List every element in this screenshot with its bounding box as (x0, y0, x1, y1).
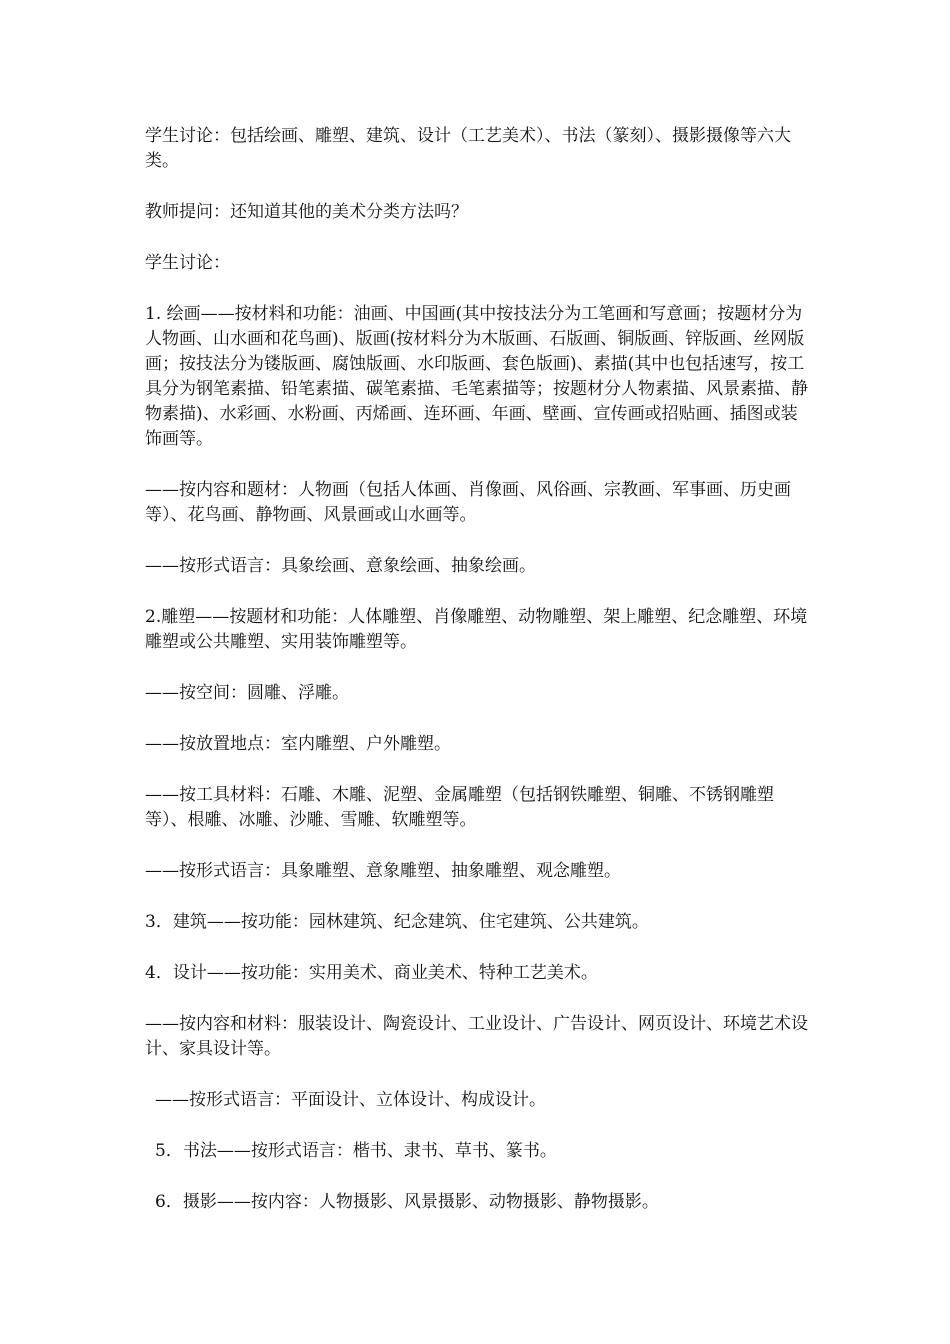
paragraph-teacher-question: 教师提问：还知道其他的美术分类方法吗？ (145, 202, 468, 222)
paragraph-student-discussion-categories: 学生讨论：包括绘画、雕塑、建筑、设计（工艺美术）、书法（篆刻）、摄影摄像等六大类。 (145, 126, 791, 171)
paragraph-painting-materials: 1. 绘画——按材料和功能：油画、中国画(其中按技法分为工笔画和写意画；按题材分为人物画、山水画和花鸟画)、版画(按材料分为木版画、石版画、铜版画、锌版画、丝网版画；按技法分为镂版画、腐蚀版画、水印版画、套色版画)、素描(其中也包括速写，按工具分为钢笔素描、铅笔素描、碳笔素描、毛笔素描等；按题材分人物素描、风景素描、静物素描)、水彩画、水粉画、丙烯画、连环画、年画、壁画、宣传画或招贴画、插图或装饰画等。 (145, 304, 808, 449)
paragraph-design-form: ——按形式语言：平面设计、立体设计、构成设计。 (155, 1090, 546, 1110)
paragraph-sculpture-form: ——按形式语言：具象雕塑、意象雕塑、抽象雕塑、观念雕塑。 (145, 861, 621, 881)
paragraph-sculpture-location: ——按放置地点：室内雕塑、户外雕塑。 (145, 734, 451, 754)
paragraph-calligraphy: 5．书法——按形式语言：楷书、隶书、草书、篆书。 (155, 1141, 557, 1161)
paragraph-sculpture-subject: 2.雕塑——按题材和功能：人体雕塑、肖像雕塑、动物雕塑、架上雕塑、纪念雕塑、环境雕塑或公共雕塑、实用装饰雕塑等。 (145, 607, 808, 652)
paragraph-photography: 6．摄影——按内容：人物摄影、风景摄影、动物摄影、静物摄影。 (155, 1192, 659, 1212)
paragraph-design-content: ——按内容和材料：服装设计、陶瓷设计、工业设计、广告设计、网页设计、环境艺术设计、家具设计等。 (145, 1014, 808, 1059)
document-body (145, 124, 813, 1241)
paragraph-student-discussion-label: 学生讨论： (145, 253, 230, 273)
paragraph-painting-form: ——按形式语言：具象绘画、意象绘画、抽象绘画。 (145, 556, 536, 576)
paragraph-painting-content: ——按内容和题材：人物画（包括人体画、肖像画、风俗画、宗教画、军事画、历史画等）、花鸟画、静物画、风景画或山水画等。 (145, 480, 791, 525)
paragraph-sculpture-space: ——按空间：圆雕、浮雕。 (145, 683, 349, 703)
paragraph-sculpture-materials: ——按工具材料：石雕、木雕、泥塑、金属雕塑（包括钢铁雕塑、铜雕、不锈钢雕塑等）、根雕、冰雕、沙雕、雪雕、软雕塑等。 (145, 785, 774, 830)
paragraph-architecture: 3．建筑——按功能：园林建筑、纪念建筑、住宅建筑、公共建筑。 (145, 912, 649, 932)
paragraph-design-function: 4．设计——按功能：实用美术、商业美术、特种工艺美术。 (145, 963, 598, 983)
